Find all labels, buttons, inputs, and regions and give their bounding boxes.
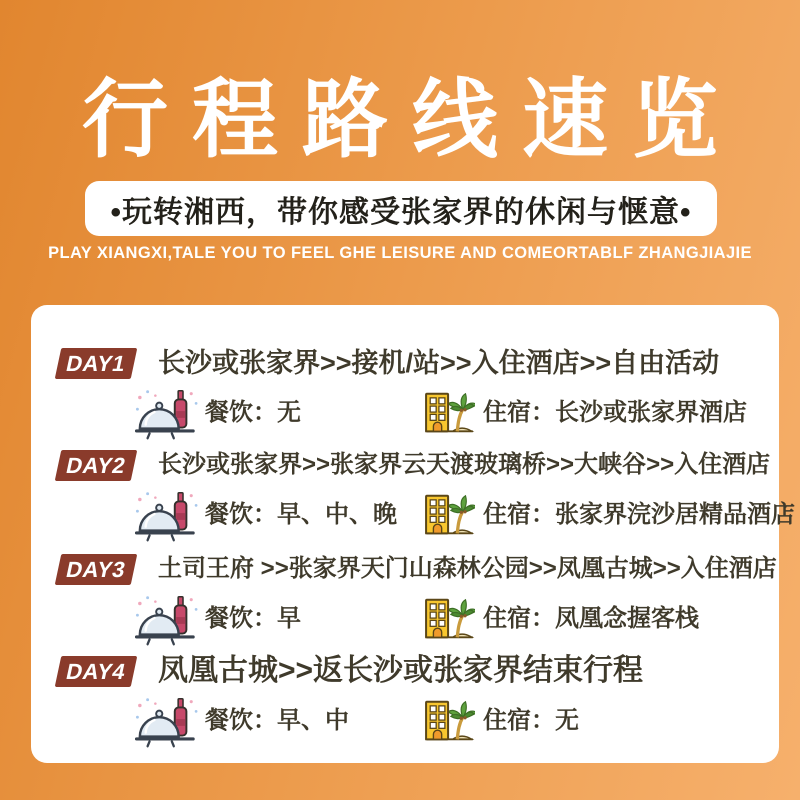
- hotel-palm-icon: [423, 597, 475, 641]
- route-text: [158, 345, 773, 381]
- stay-value: 张家界浣沙居精品酒店: [555, 501, 795, 528]
- meal-label: 餐饮：: [205, 501, 277, 528]
- day-badge-label: DAY1: [64, 350, 129, 376]
- stay-text: [483, 501, 795, 529]
- day-badge-label: DAY4: [64, 658, 129, 684]
- cloche-wine-icon: [135, 695, 199, 749]
- route-segment: >>入住酒店: [646, 451, 771, 478]
- meta-line: [31, 491, 795, 545]
- day-badge: [55, 656, 138, 687]
- itinerary-card: [31, 305, 795, 763]
- stay-value: 凤凰念握客栈: [555, 605, 699, 632]
- day-row-1: [31, 345, 779, 443]
- day-badge: [55, 554, 138, 585]
- day-row-4: [31, 653, 779, 751]
- tagline-banner: [85, 181, 717, 236]
- tagline-text: •玩转湘西，带你感受张家界的休闲与惬意•: [110, 195, 692, 229]
- stay-text: [483, 605, 699, 633]
- stay-label: 住宿：: [483, 707, 555, 734]
- cloche-wine-icon: [135, 489, 199, 543]
- route-text: [158, 551, 777, 587]
- meal-label: 餐饮：: [205, 399, 277, 426]
- route-segment-highlight: 张家界云天渡玻璃桥>>大峡谷: [330, 451, 647, 478]
- meal-text: [205, 501, 397, 529]
- stay-text: [483, 707, 579, 735]
- page-title: 行程路线速览: [82, 69, 742, 170]
- stay-label: 住宿：: [483, 605, 555, 632]
- meta-line: [31, 697, 779, 751]
- stay-text: [483, 399, 747, 427]
- route-text: [158, 447, 773, 483]
- meta-line: [31, 389, 779, 443]
- meal-text: [205, 399, 301, 427]
- route-segment-highlight: 凤凰古城: [158, 654, 278, 687]
- route-segment-highlight: 土司王府: [158, 555, 261, 582]
- cloche-wine-icon: [135, 593, 199, 647]
- route-segment: 长沙或张家界>>接机/站>>入住酒店>>自由活动: [158, 348, 720, 378]
- stay-label: 住宿：: [483, 501, 555, 528]
- stay-value: 长沙或张家界酒店: [555, 399, 747, 426]
- hotel-palm-icon: [423, 391, 475, 435]
- day-badge: [55, 450, 138, 481]
- route-segment: 长沙或张家界>>: [158, 451, 331, 478]
- meal-value: 早、中、晚: [277, 501, 397, 528]
- hotel-palm-icon: [423, 699, 475, 743]
- route-segment: >>返长沙或张家界结束行程: [278, 654, 644, 687]
- meal-value: 无: [277, 399, 301, 426]
- day-row-2: [31, 447, 795, 545]
- english-caption: PLAY XIANGXI,TALE YOU TO FEEL GHE LEISURE AND COMEORTABLF ZHANGJIAJIE: [48, 244, 752, 262]
- meal-text: [205, 605, 301, 633]
- day-badge: [55, 348, 138, 379]
- meal-value: 早、中: [277, 707, 349, 734]
- stay-label: 住宿：: [483, 399, 555, 426]
- meta-line: [31, 595, 779, 649]
- meal-label: 餐饮：: [205, 605, 277, 632]
- day-row-3: [31, 551, 779, 649]
- route-text: [158, 653, 773, 689]
- day-badge-label: DAY2: [64, 452, 129, 478]
- day-badge-label: DAY3: [64, 556, 129, 582]
- hotel-palm-icon: [423, 493, 475, 537]
- cloche-wine-icon: [135, 387, 199, 441]
- meal-text: [205, 707, 349, 735]
- meal-label: 餐饮：: [205, 707, 277, 734]
- meal-value: 早: [277, 605, 301, 632]
- stay-value: 无: [555, 707, 579, 734]
- route-segment: >>张家界天门山森林公园>>凤凰古城>>入住酒店: [260, 555, 777, 582]
